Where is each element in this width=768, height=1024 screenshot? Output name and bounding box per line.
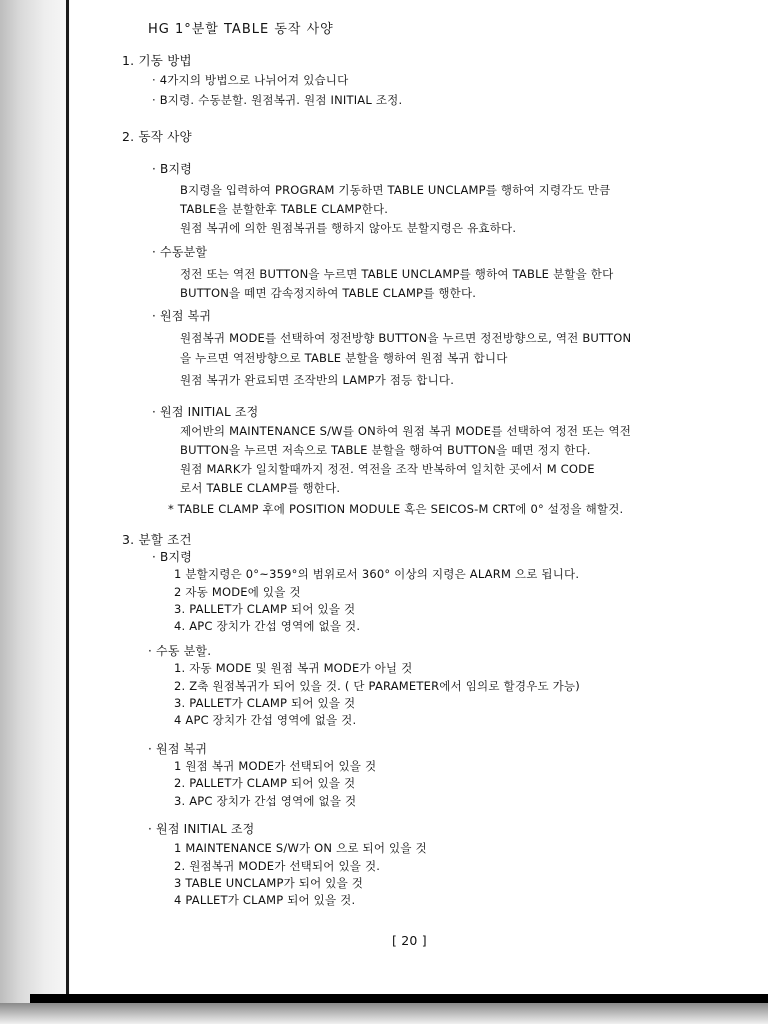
scan-binding-shadow (0, 0, 70, 1024)
section-3-sub-4-line-4: 4 PALLET가 CLAMP 되어 있을 것. (174, 893, 356, 907)
section-1-line-2: · B지령. 수동분할. 원점복귀. 원점 INITIAL 조정. (152, 93, 403, 107)
section-3-sub-3-line-2: 2. PALLET가 CLAMP 되어 있을 것 (174, 776, 356, 790)
section-2-sub-1-line-3: 원점 복귀에 의한 원점복귀를 행하지 않아도 분할지령은 유효하다. (180, 221, 517, 235)
section-3-sub-3-line-3: 3. APC 장치가 간섭 영역에 없을 것 (174, 794, 357, 808)
section-3-sub-4-line-3: 3 TABLE UNCLAMP가 되어 있을 것 (174, 876, 364, 890)
section-3-sub-3-line-1: 1 원점 복귀 MODE가 선택되어 있을 것 (174, 759, 377, 773)
section-3-sub-1-line-3: 3. PALLET가 CLAMP 되어 있을 것 (174, 602, 356, 616)
section-3-sub-1-heading: · B지령 (152, 550, 193, 564)
section-2-sub-3-line-3: 원점 복귀가 완료되면 조작반의 LAMP가 점등 합니다. (180, 373, 455, 387)
section-3-sub-2-line-1: 1. 자동 MODE 및 원점 복귀 MODE가 아닐 것 (174, 661, 413, 675)
section-3-sub-4-line-1: 1 MAINTENANCE S/W가 ON 으로 되어 있을 것 (174, 841, 427, 855)
section-3-sub-3-heading: · 원점 복귀 (148, 742, 208, 756)
section-3-heading: 3. 분할 조건 (122, 532, 192, 547)
section-3-sub-2-heading: · 수동 분할. (148, 644, 212, 658)
section-2-sub-1-line-1: B지령을 입력하여 PROGRAM 기동하면 TABLE UNCLAMP를 행하여 지령각도 만큼 (180, 183, 611, 197)
section-3-sub-4-heading: · 원점 INITIAL 조정 (148, 822, 255, 836)
section-2-sub-3-line-2: 을 누르면 역전방향으로 TABLE 분할을 행하여 원점 복귀 합니다 (180, 351, 508, 365)
section-2-note: * TABLE CLAMP 후에 POSITION MODULE 혹은 SEICOS-M CRT에 0° 설정을 해할것. (168, 502, 624, 516)
page-title: HG 1°분할 TABLE 동작 사양 (148, 22, 334, 37)
section-3-sub-2-line-4: 4 APC 장치가 간섭 영역에 없을 것. (174, 713, 357, 727)
section-3-sub-2-line-2: 2. Z축 원점복귀가 되어 있을 것. ( 단 PARAMETER에서 임의로 할경우도 가능) (174, 679, 580, 693)
section-1-heading: 1. 기동 방법 (122, 53, 192, 68)
section-3-sub-1-line-2: 2 자동 MODE에 있을 것 (174, 585, 301, 599)
binding-edge-line (66, 0, 69, 995)
section-2-sub-1-heading: · B지령 (152, 162, 193, 176)
document-page (70, 0, 768, 994)
section-2-sub-4-line-1: 제어반의 MAINTENANCE S/W를 ON하여 원점 복귀 MODE를 선택하여 정전 또는 역전 (180, 424, 632, 438)
section-2-sub-1-line-2: TABLE을 분할한후 TABLE CLAMP한다. (180, 202, 389, 216)
section-2-sub-3-heading: · 원점 복귀 (152, 309, 212, 323)
section-2-sub-3-line-1: 원점복귀 MODE를 선택하여 정전방향 BUTTON을 누르면 정전방향으로, 역전 BUTTON (180, 331, 632, 345)
section-2-sub-2-heading: · 수동분할 (152, 245, 208, 259)
section-3-sub-1-line-1: 1 분할지령은 0°~359°의 범위로서 360° 이상의 지령은 ALARM 으로 됩니다. (174, 567, 580, 581)
page-number: [ 20 ] (392, 933, 427, 948)
section-2-heading: 2. 동작 사양 (122, 129, 192, 144)
section-2-sub-4-heading: · 원점 INITIAL 조정 (152, 405, 259, 419)
section-2-sub-4-line-3: 원점 MARK가 일치할때까지 정전. 역전을 조작 반복하여 일치한 곳에서 M CODE (180, 462, 595, 476)
section-1-line-1: · 4가지의 방법으로 나뉘어져 있습니다 (152, 73, 349, 87)
scan-bottom-edge (30, 994, 768, 1003)
section-3-sub-1-line-4: 4. APC 장치가 간섭 영역에 없을 것. (174, 619, 361, 633)
section-2-sub-2-line-1: 정전 또는 역전 BUTTON을 누르면 TABLE UNCLAMP를 행하여 TABLE 분할을 한다 (180, 267, 614, 281)
section-2-sub-4-line-2: BUTTON을 누르면 저속으로 TABLE 분할을 행하여 BUTTON을 떼면 정지 한다. (180, 443, 591, 457)
section-3-sub-2-line-3: 3. PALLET가 CLAMP 되어 있을 것 (174, 696, 356, 710)
scan-bottom-shadow (0, 1003, 768, 1024)
section-2-sub-4-line-4: 로서 TABLE CLAMP를 행한다. (180, 481, 341, 495)
section-3-sub-4-line-2: 2. 원점복귀 MODE가 선택되어 있을 것. (174, 859, 381, 873)
section-2-sub-2-line-2: BUTTON을 떼면 감속정지하여 TABLE CLAMP를 행한다. (180, 286, 477, 300)
